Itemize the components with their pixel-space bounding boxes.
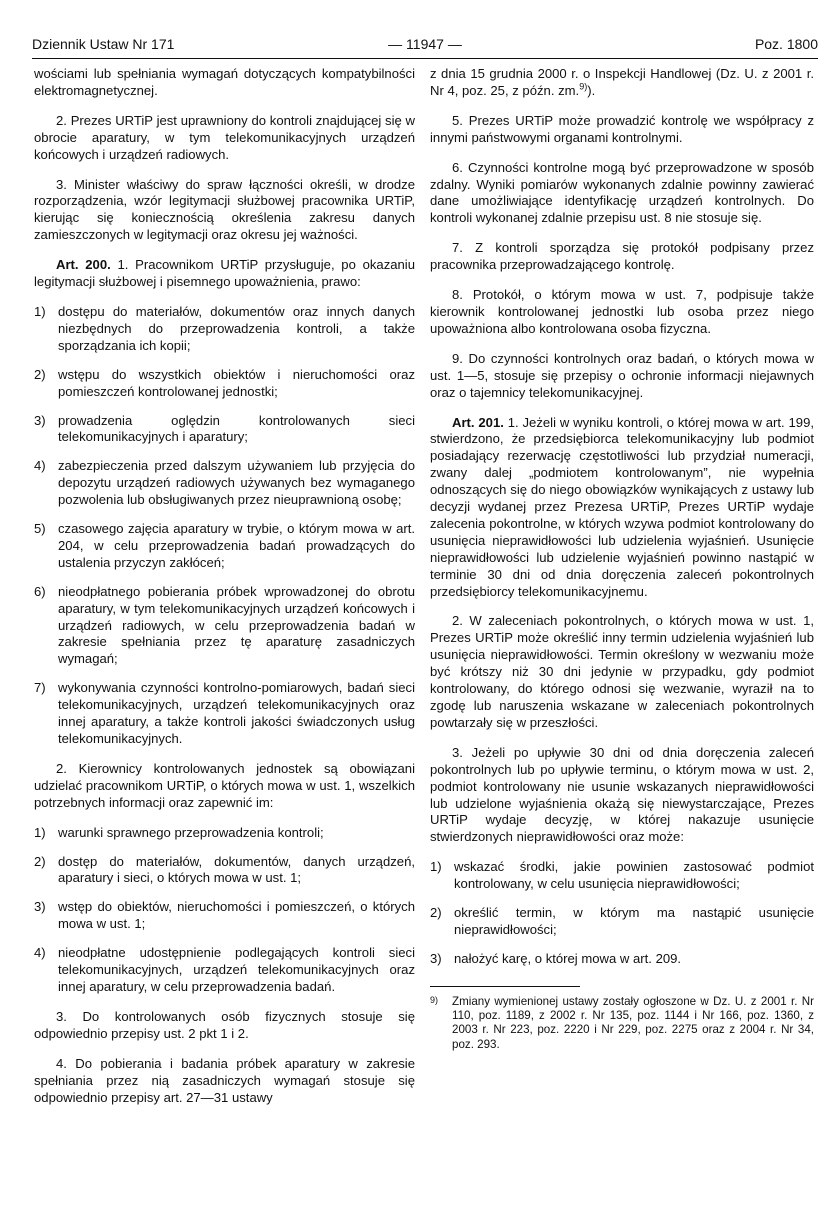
list-item [34,367,415,401]
paragraph: 2. Kierownicy kontrolowanych jednostek są obowiązani udzielać pracownikom URTiP, o których mowa w ust. 1, wszelkich potrzebnych informacji oraz zapewnić im: [34,760,415,810]
paragraph-text: z dnia 15 grudnia 2000 r. o Inspekcji Handlowej (Dz. U. z 2001 r. Nr 4, poz. 25, z późn. zm. [430,66,814,98]
list-text: określić termin, w którym ma nastąpić usunięcie nieprawidłowości; [454,905,814,937]
list-text: czasowego zajęcia aparatury w trybie, o którym mowa w art. 204, w celu przeprowadzenia badań prowadzących do ustalenia przyczyn zakłóceń; [58,521,415,570]
paragraph: 5. Prezes URTiP może prowadzić kontrolę we współpracy z innymi państwowymi organami kontrolnymi. [430,112,814,145]
list-item [34,458,415,509]
article-text: 1. Jeżeli w wyniku kontroli, o której mowa w art. 199, stwierdzono, że przedsiębiorca telekomunikacyjny lub podmiot posiadający rezerwację częstotliwości lub przydział numeracji, zwany dalej „podmiotem kontrolowanym”, nie wypełnia odnoszących się do niego obowiązków wynikających z ustawy lub decyzji wydanej przez Prezesa URTiP, Prezes URTiP wydaje zalecenia pokontrolne, w których wzywa podmiot kontrolowany do usunięcia nieprawidłowości lub udzielenia wyjaśnień. Usunięcie nieprawidłowości lub udzielenie wyjaśnień powinno nastąpić w terminie 30 dni od dnia doręczenia zaleceń pokontrolnych przedsiębiorcy telekomunikacyjnemu. [430,414,814,599]
list-number: 5) [34,521,46,537]
list-item [34,584,415,669]
article-label: Art. 201. [452,414,504,430]
list-item [34,825,415,842]
list-item [34,521,415,572]
list-text: nieodpłatnego pobierania próbek wprowadzonej do obrotu aparatury, w tym telekomunikacyjnych urządzeń końcowych i urządzeń radiowych, w celu przeprowadzenia badań w zakresie spełniania przez tę aparaturę zasadniczych wymagań; [58,583,415,667]
paragraph: 7. Z kontroli sporządza się protokół podpisany przez pracownika przeprowadzającego kontrolę. [430,240,814,273]
list-item [34,854,415,888]
footnote [430,995,814,1052]
list-text: nieodpłatne udostępnienie podlegających kontroli sieci telekomunikacyjnych, urządzeń telekomunikacyjnych oraz innej aparatury, w celu przeprowadzenia badań. [58,945,415,994]
paragraph: 3. Jeżeli po upływie 30 dni od dnia doręczenia zaleceń pokontrolnych lub po upływie terminu, o którym mowa w ust. 2, podmiot kontrolowany nie usunie wskazanych nieprawidłowości lub udzielone wyjaśnienia okażą się niewystarczające, Prezes URTiP wydaje decyzję, w której nakazuje usunięcie stwierdzonych nieprawidłowości oraz może: [430,744,814,845]
paragraph: 2. Prezes URTiP jest uprawniony do kontroli znajdującej się w obrocie aparatury, w tym telekomunikacyjnych urządzeń końcowych i urządzeń radiowych. [34,112,415,162]
list-number: 7) [34,680,46,696]
paragraph: wościami lub spełniania wymagań dotyczących kompatybilności elektromagnetycznej. [34,66,415,98]
page-header [32,36,818,58]
paragraph: 2. W zaleceniach pokontrolnych, o których mowa w ust. 1, Prezes URTiP może określić inny termin udzielenia wyjaśnień lub usunięcia nieprawidłowości. Termin określony w wezwaniu może być krótszy niż 30 dni jedynie w przypadku, gdy podmiot kontrolowany, do którego odnosi się wezwanie, wyraził na to zgodę lub naruszenia wskazane w zaleceniach pokontrolnych powtarzały się w przeszłości. [430,613,814,730]
list-number: 1) [430,859,442,875]
obligations-list [34,825,415,996]
list-number: 4) [34,945,46,961]
list-number: 3) [34,899,46,915]
paragraph [430,66,814,100]
list-text: warunki sprawnego przeprowadzenia kontroli; [58,824,324,840]
list-item [430,859,814,893]
list-text: zabezpieczenia przed dalszym używaniem lub przyjęcia do depozytu urządzeń radiowych używanych bez wymaganego pozwolenia lub obsługiwanych przez nieuprawnioną osobę; [58,458,415,508]
footnote-rule [430,986,580,987]
paragraph: 9. Do czynności kontrolnych oraz badań, o których mowa w ust. 1—5, stosuje się przepisy o ochronie informacji niejawnych oraz o tajemnicy telekomunikacyjnej. [430,350,814,400]
list-number: 6) [34,583,46,599]
paragraph: 8. Protokół, o którym mowa w ust. 7, podpisuje także kierownik kontrolowanej jednostki lub osoba przez niego upoważniona albo kontrolowana osoba fizyczna. [430,287,814,336]
journal-title: Dziennik Ustaw Nr 171 [32,36,175,52]
right-column [430,66,814,1206]
list-number: 4) [34,458,46,474]
footnote-text: Zmiany wymienionej ustawy zostały ogłoszone w Dz. U. z 2001 r. Nr 110, poz. 1189, z 2002 r. Nr 135, poz. 1144 i Nr 166, poz. 1360, z 2003 r. Nr 223, poz. 2220 i Nr 229, poz. 2275 oraz z 2004 r. Nr 34, poz. 293. [452,994,814,1051]
list-item [430,951,814,968]
article-201 [430,415,814,601]
left-column [34,66,415,1206]
list-text: nałożyć karę, o której mowa w art. 209. [454,950,682,966]
list-number: 2) [430,905,442,921]
paragraph: 6. Czynności kontrolne mogą być przeprowadzone w sposób zdalny. Wyniki pomiarów wykonanych zdalnie powinny zawierać dane umożliwiające identyfikację urządzeń kontrolnych. Do kontroli wykonanej zdalnie przepisu ust. 8 nie stosuje się. [430,159,814,226]
list-item [34,413,415,447]
rights-list [34,304,415,748]
list-text: wykonywania czynności kontrolno-pomiarowych, badań sieci telekomunikacyjnych, urządzeń telekomunikacyjnych oraz innej aparatury, a także kontroli jakości świadczonych usług telekomunikacyjnych. [58,680,415,746]
footnote-mark: 9) [430,994,439,1005]
article-text: 1. Pracownikom URTiP przysługuje, po okazaniu legitymacji służbowej i pisemnego upoważnienia, prawo: [34,257,415,290]
paragraph: 4. Do pobierania i badania próbek aparatury w zakresie spełniania przez nią zasadniczych wymagań stosuje się odpowiednio przepisy art. 27—31 ustawy [34,1055,415,1105]
list-number: 1) [34,824,46,840]
list-item [34,680,415,748]
header-rule [32,58,818,59]
article-200 [34,257,415,291]
list-text: wstępu do wszystkich obiektów i nieruchomości oraz pomieszczeń kontrolowanej jednostki; [58,366,415,399]
paragraph-end: ). [587,82,596,98]
paragraph: 3. Minister właściwy do spraw łączności określi, w drodze rozporządzenia, wzór legitymacji służbowej pracownika URTiP, kierując się koniecznością określenia zakresu danych zamieszczonych w legitymacji oraz okresu jej ważności. [34,176,415,243]
list-text: wskazać środki, jakie powinien zastosować podmiot kontrolowany, w celu usunięcia nieprawidłowości; [454,859,814,892]
page-number: — 11947 — [388,36,462,52]
measures-list [430,859,814,968]
list-number: 3) [430,950,442,966]
list-text: wstęp do obiektów, nieruchomości i pomieszczeń, o których mowa w ust. 1; [58,899,415,932]
position-number: Poz. 1800 [754,36,818,52]
list-number: 3) [34,412,46,428]
list-text: prowadzenia oględzin kontrolowanych sieci telekomunikacyjnych i aparatury; [58,412,415,445]
list-number: 2) [34,366,46,382]
list-item [34,899,415,933]
list-text: dostęp do materiałów, dokumentów, danych urządzeń, aparatury i sieci, o których mowa w ust. 1; [58,853,415,886]
list-item [430,905,814,939]
list-text: dostępu do materiałów, dokumentów oraz innych danych niezbędnych do przeprowadzenia kontroli, a także sporządzania ich kopii; [58,303,415,353]
footnote-ref: 9) [579,81,588,92]
list-item [34,304,415,355]
paragraph: 3. Do kontrolowanych osób fizycznych stosuje się odpowiednio przepisy ust. 2 pkt 1 i 2. [34,1008,415,1041]
list-number: 2) [34,853,46,869]
list-number: 1) [34,303,46,319]
list-item [34,945,415,996]
article-label: Art. 200. [56,257,111,273]
